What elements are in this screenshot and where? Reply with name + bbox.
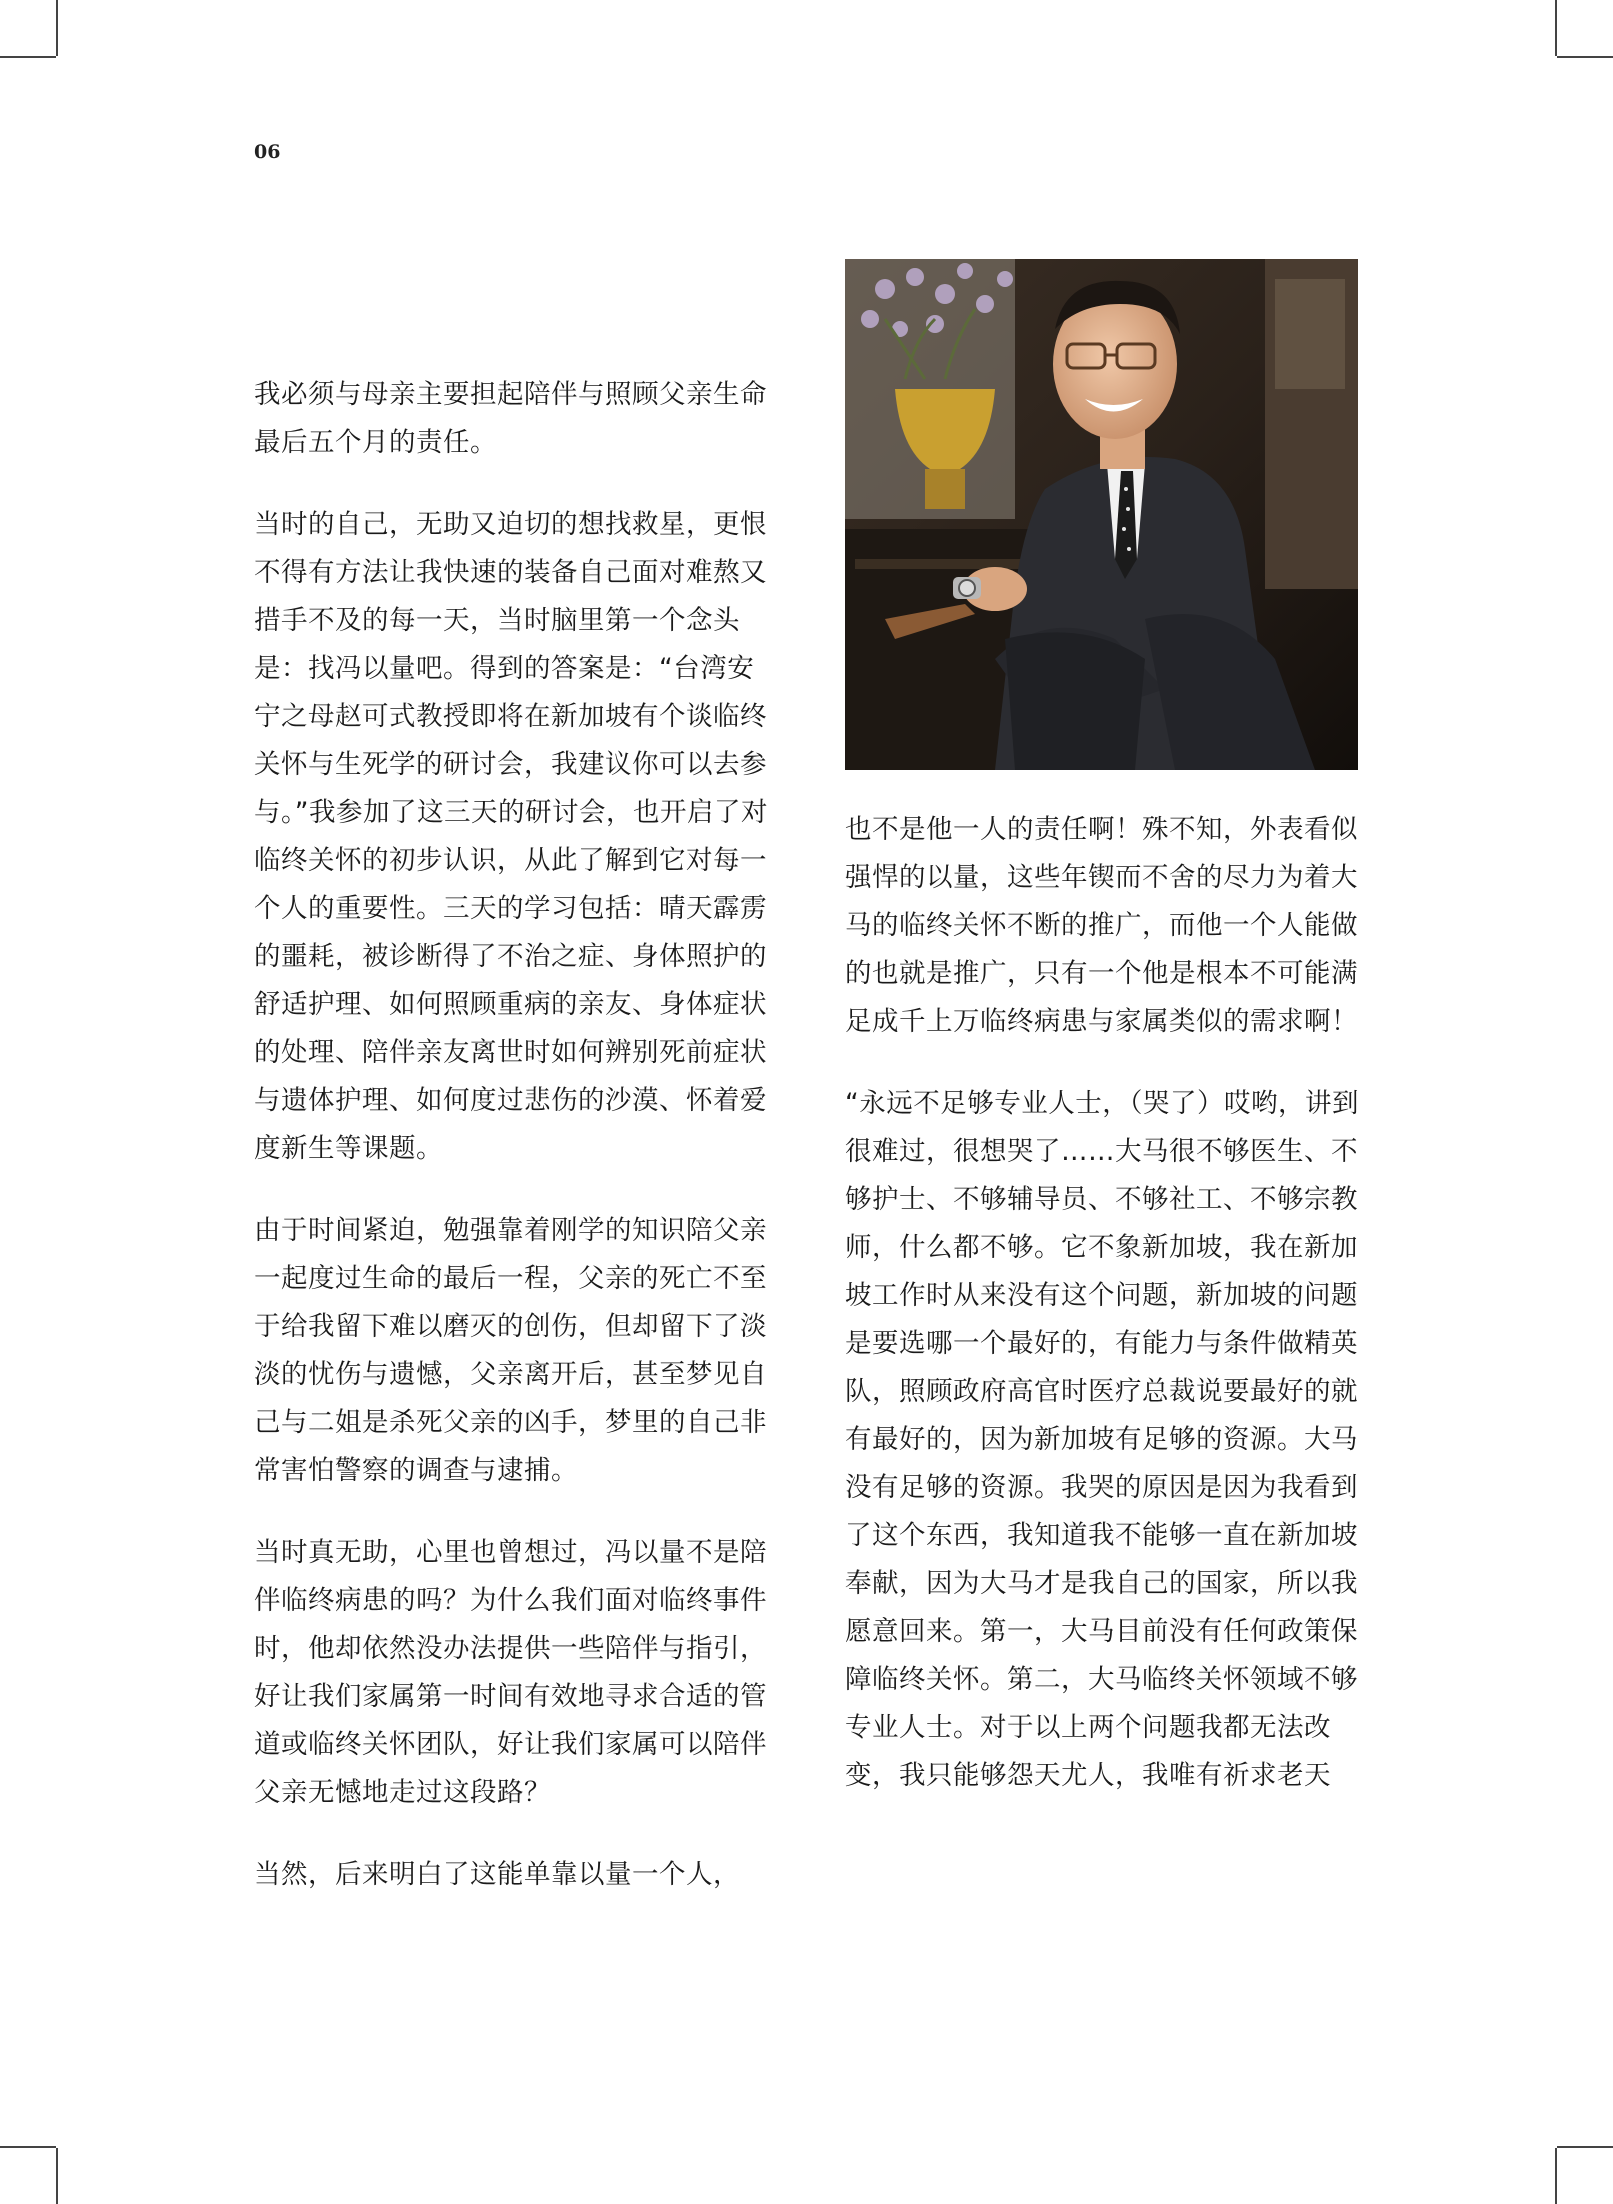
crop-mark-bottom-right-horizontal [1557,2146,1613,2148]
portrait-photo [845,259,1358,770]
page-number: 06 [254,141,281,163]
crop-mark-top-right-horizontal [1557,56,1613,58]
paragraph: 当时的自己，无助又迫切的想找救星，更恨不得有方法让我快速的装备自己面对难熬又措手不及的每一天，当时脑里第一个念头是：找冯以量吧。得到的答案是：“台湾安宁之母赵可式教授即将在新加坡有个谈临终关怀与生死学的研讨会，我建议你可以去参与。”我参加了这三天的研讨会，也开启了对临终关怀的初步认识，从此了解到它对每一个人的重要性。三天的学习包括：晴天霹雳的噩耗，被诊断得了不治之症、身体照护的舒适护理、如何照顾重病的亲友、身体症状的处理、陪伴亲友离世时如何辨别死前症状与遗体护理、如何度过悲伤的沙漠、怀着爱度新生等课题。 [254,509,768,1164]
crop-mark-bottom-left-vertical [56,2148,58,2204]
paragraph: 也不是他一人的责任啊！殊不知，外表看似强悍的以量，这些年锲而不舍的尽力为着大马的临终关怀不断的推广，而他一个人能做的也就是推广，只有一个他是根本不可能满足成千上万临终病患与家属类似的需求啊！ [845,814,1358,1037]
crop-mark-bottom-right-vertical [1555,2148,1557,2204]
paragraph: 由于时间紧迫，勉强靠着刚学的知识陪父亲一起度过生命的最后一程，父亲的死亡不至于给我留下难以磨灭的创伤，但却留下了淡淡的忧伤与遗憾，父亲离开后，甚至梦见自己与二姐是杀死父亲的凶手，梦里的自己非常害怕警察的调查与逮捕。 [254,1215,767,1486]
left-column [254,371,774,1899]
right-column [845,806,1365,1800]
crop-mark-top-left-horizontal [0,56,56,58]
crop-mark-bottom-left-horizontal [0,2146,56,2148]
paragraph: 当然，后来明白了这能单靠以量一个人， [254,1859,740,1890]
portrait-photo-icon [845,259,1358,770]
paragraph: “永远不足够专业人士，（哭了）哎哟，讲到很难过，很想哭了……大马很不够医生、不够护士、不够辅导员、不够社工、不够宗教师，什么都不够。它不象新加坡，我在新加坡工作时从来没有这个问题，新加坡的问题是要选哪一个最好的，有能力与条件做精英队，照顾政府高官时医疗总裁说要最好的就有最好的，因为新加坡有足够的资源。大马没有足够的资源。我哭的原因是因为我看到了这个东西，我知道我不能够一直在新加坡奉献，因为大马才是我自己的国家，所以我愿意回来。第一，大马目前没有任何政策保障临终关怀。第二，大马临终关怀领域不够专业人士。对于以上两个问题我都无法改变，我只能够怨天尤人，我唯有祈求老天 [845,1088,1359,1791]
paragraph: 当时真无助，心里也曾想过，冯以量不是陪伴临终病患的吗？为什么我们面对临终事件时，他却依然没办法提供一些陪伴与指引，好让我们家属第一时间有效地寻求合适的管道或临终关怀团队，好让我们家属可以陪伴父亲无憾地走过这段路？ [254,1537,767,1808]
paragraph: 我必须与母亲主要担起陪伴与照顾父亲生命最后五个月的责任。 [254,379,767,458]
crop-mark-top-left-vertical [56,0,58,56]
crop-mark-top-right-vertical [1555,0,1557,56]
